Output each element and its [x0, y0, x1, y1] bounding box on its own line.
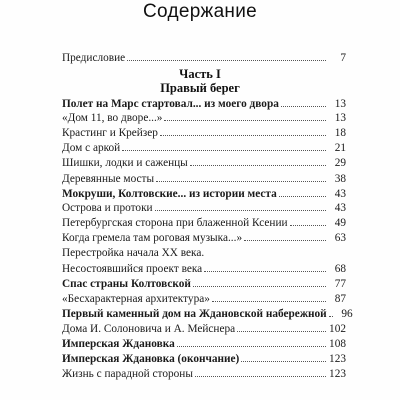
toc-page-number: 43: [334, 188, 346, 200]
dot-leader: [190, 156, 326, 166]
dot-leader: [156, 172, 326, 182]
dot-leader: [206, 247, 326, 256]
dot-leader: [329, 307, 333, 317]
toc-page-number: 13: [334, 112, 346, 124]
toc-page-number: 29: [334, 157, 346, 169]
dot-leader: [212, 292, 326, 302]
table-of-contents: [62, 0, 353, 400]
toc-entry-title: Мокруши, Колтовские... из истории места: [62, 188, 277, 200]
dot-leader: [204, 262, 326, 272]
toc-page-number: 63: [334, 232, 346, 244]
toc-page-number: 123: [329, 368, 346, 380]
toc-entry-title: Имперская Ждановка (окончание): [62, 353, 240, 365]
toc-entry: [62, 156, 346, 170]
toc-entry-title: Острова и протоки: [62, 202, 153, 214]
part-label: Часть I: [179, 67, 221, 81]
toc-entry-title: Дома И. Солоновича и А. Мейснера: [62, 323, 236, 335]
toc-entry: [62, 246, 346, 260]
dot-leader: [290, 216, 326, 226]
toc-page-number: 108: [329, 338, 346, 350]
toc-page-number: 87: [334, 293, 346, 305]
dot-leader: [193, 277, 326, 287]
toc-entry-title: Крастинг и Крейзер: [62, 127, 158, 139]
toc-entry-title: Имперская Ждановка: [62, 338, 175, 350]
toc-entry: [62, 51, 346, 65]
toc-entry-title: Предисловие: [62, 52, 126, 64]
toc-entry: [62, 292, 346, 306]
toc-page-number: 123: [329, 353, 346, 365]
toc-entry-title: Петербургская сторона при блаженной Ксении: [62, 217, 288, 229]
toc-entry: [62, 187, 346, 201]
toc-page-number: 102: [329, 323, 346, 335]
dot-leader: [127, 51, 326, 61]
dot-leader: [281, 97, 326, 107]
toc-entry-title: Несостоявшийся проект века: [62, 263, 203, 275]
toc-entry: [62, 201, 346, 215]
toc-entry: [62, 367, 346, 381]
toc-entry-title: «Дом 11, во дворе...»: [62, 112, 163, 124]
toc-entry: [62, 307, 353, 321]
toc-entry-title: Дом с аркой: [62, 142, 121, 154]
dot-leader: [160, 126, 326, 136]
dot-leader: [155, 201, 326, 211]
toc-entry: [62, 172, 346, 186]
toc-page-number: 43: [334, 202, 346, 214]
toc-page-number: 21: [334, 142, 346, 154]
toc-entry-title: Перестройка начала XX века.: [62, 247, 205, 259]
dot-leader: [164, 111, 326, 121]
dot-leader: [177, 337, 326, 347]
toc-entry: [62, 231, 346, 245]
toc-entry-title: Полет на Марс стартовал... из моего двора: [62, 98, 279, 110]
toc-entry: [62, 337, 346, 351]
toc-page-number: 38: [334, 173, 346, 185]
toc-page-number: 96: [341, 308, 353, 320]
toc-entry-title: Шишки, лодки и саженцы: [62, 157, 188, 169]
toc-entry: [62, 141, 346, 155]
toc-entry: [62, 97, 346, 111]
toc-entry-title: Деревянные мосты: [62, 173, 155, 185]
toc-entry: [62, 216, 346, 230]
page-title: Содержание: [142, 1, 258, 22]
toc-entry-title: Жизнь с парадной стороны: [62, 368, 193, 380]
toc-entry: [62, 322, 346, 336]
dot-leader: [122, 141, 326, 151]
part-subtitle: Правый берег: [160, 81, 240, 95]
dot-leader: [279, 187, 326, 197]
toc-entry: [62, 262, 346, 276]
toc-entry: [62, 126, 346, 140]
toc-entry-title: «Бесхарактерная архитектура»: [62, 293, 210, 305]
toc-entry: [62, 277, 346, 291]
dot-leader: [237, 322, 326, 332]
toc-entry-title: Первый каменный дом на Ждановской набережной: [62, 308, 327, 320]
toc-entry: [62, 111, 346, 125]
toc-entry-title: Когда гремела там роговая музыка...»: [62, 232, 243, 244]
dot-leader: [241, 352, 326, 362]
dot-leader: [244, 231, 326, 241]
toc-page-number: 49: [334, 217, 346, 229]
toc-entry: [62, 352, 346, 366]
toc-page-number: 13: [334, 98, 346, 110]
toc-page-number: 7: [340, 52, 346, 64]
toc-page-number: 68: [334, 263, 346, 275]
toc-entry-title: Спас страны Колтовской: [62, 278, 191, 290]
toc-page-number: 18: [334, 127, 346, 139]
dot-leader: [195, 367, 326, 377]
toc-page-number: 77: [334, 278, 346, 290]
